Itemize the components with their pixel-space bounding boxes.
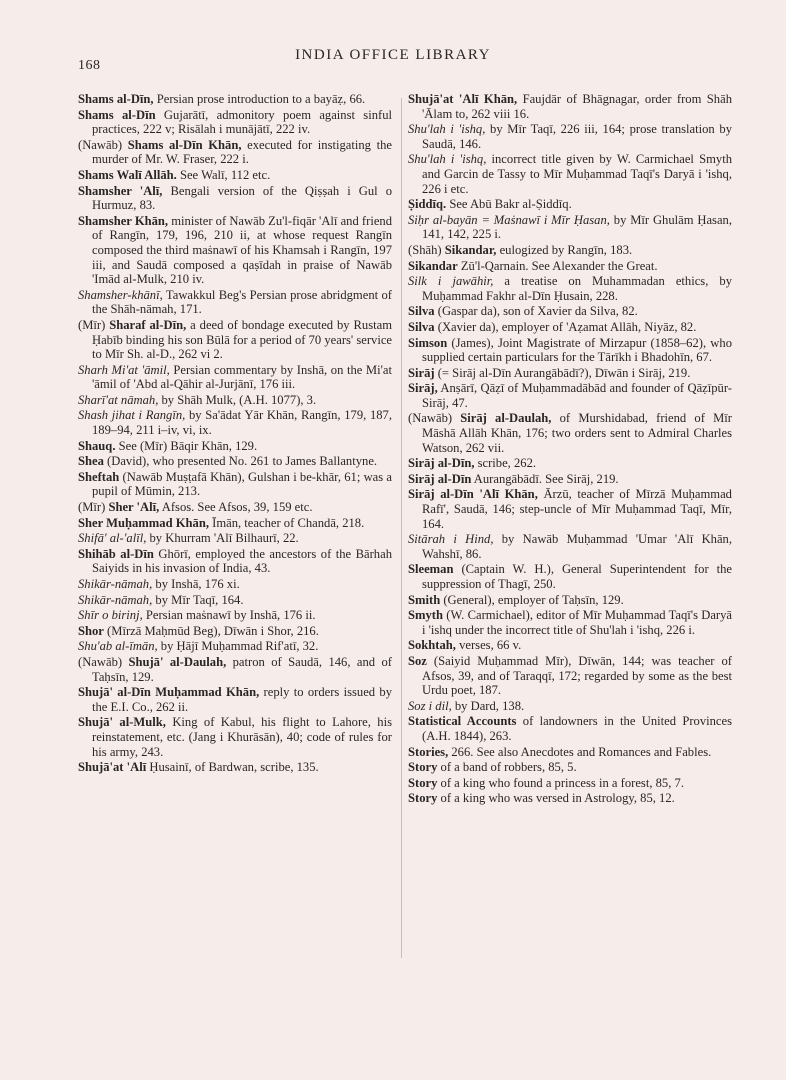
entry-text: reply to orders issued by the E.I. Co., 262 ii. (92, 685, 392, 714)
entry-prefix: (Nawāb) (78, 137, 128, 152)
entry-headword: Stories, (408, 744, 449, 759)
entry-text: a deed of bondage executed by Rustam Ḥabīb binding his son Būlā for a period of 70 years' service to Mīr Sh. al-D., 262 vi 2. (92, 317, 392, 362)
entry-text: (David), who presented No. 261 to James Ballantyne. (103, 454, 378, 469)
index-entry (408, 532, 732, 561)
entry-headword: Sher 'Alī, (108, 500, 160, 515)
entry-title: Sitārah i Hind, (408, 532, 494, 547)
index-entry (78, 92, 392, 107)
entry-text: of a king who found a princess in a forest, 85, 7. (437, 775, 684, 790)
entry-title: Sharh Mi'at 'āmil, (78, 362, 170, 377)
index-entry (78, 470, 392, 499)
entry-headword: Shamsher Khān, (78, 213, 169, 228)
index-entry (408, 197, 732, 212)
entry-text: (General), employer of Taḥsīn, 129. (440, 592, 624, 607)
entry-headword: Silva (408, 319, 435, 334)
entry-text: Ārzū, teacher of Mīrzā Muḥammad Rafī', Saudā, 146; step-uncle of Mīr Muḥammad Taqī, Mīr, 164. (422, 487, 732, 531)
entry-prefix: (Nawāb) (78, 654, 129, 669)
entry-title: Shash jihat i Rangīn, (78, 408, 186, 423)
entry-headword: Shams al-Dīn (78, 107, 156, 122)
entry-text: executed for instigating the murder of Mr. W. Fraser, 222 i. (92, 137, 392, 167)
entry-text: of a band of robbers, 85, 5. (437, 760, 577, 775)
entry-headword: Shujā' al-Dīn Muḥammad Khān, (78, 685, 260, 700)
entry-headword: Story (408, 760, 438, 775)
index-entry (408, 456, 732, 471)
entry-headword: Shihāb al-Dīn (78, 546, 154, 561)
index-entry (408, 472, 732, 487)
entry-headword: Statistical Accounts (408, 714, 517, 729)
entry-text: incorrect title given by W. Carmichael Smyth and Garcin de Tassy to Mīr Muḥammad Taqī's Daryā i 'ishq, 226 i etc. (422, 152, 732, 196)
entry-headword: Shams al-Dīn, (78, 92, 154, 106)
index-entry (78, 655, 392, 684)
index-entry (408, 608, 732, 637)
entry-text: a treatise on Muhammadan ethics, by Muḥammad Fakhr al-Dīn Ḥusain, 228. (422, 274, 732, 303)
entry-text: (Mīrzā Maḥmūd Beg), Dīwān i Shor, 216. (103, 623, 319, 638)
entry-headword: Shams Walī Allāh. (78, 167, 177, 182)
index-entry (408, 654, 732, 698)
entry-title: Shikār-nāmah, (78, 577, 153, 591)
index-entry (408, 243, 732, 258)
entry-text: Aurangābādī. See Sirāj, 219. (471, 471, 619, 486)
entry-headword: Shea (78, 454, 104, 469)
entry-headword: Sirāj al-Daulah, (460, 411, 552, 426)
entry-text: of a king who was versed in Astrology, 85, 12. (437, 791, 675, 806)
index-entry (78, 500, 392, 515)
entry-headword: Ṣiddīq. (408, 197, 447, 212)
entry-text: (Xavier da), employer of 'Aẓamat Allāh, Niyāz, 82. (434, 319, 697, 334)
index-entry (408, 638, 732, 653)
index-entry (78, 138, 392, 167)
entry-title: Shamsher-khānī, (78, 287, 163, 302)
entry-text: (Nawāb Muṣṭafā Khān), Gulshan i be-khār, 61; was a pupil of Mūmin, 213. (92, 469, 392, 499)
index-entry (78, 516, 392, 531)
entry-text: by Nawāb Muḥammad 'Umar 'Alī Khān, Wahshī, 86. (422, 532, 732, 561)
entry-headword: Sirāj (408, 365, 435, 380)
entry-headword: Sikandar, (444, 242, 497, 257)
entry-headword: Shujā'at 'Alī (78, 760, 147, 775)
index-entry (78, 715, 392, 759)
entry-prefix: (Mīr) (78, 317, 110, 332)
entry-text: Faujdār of Bhāgnagar, order from Shāh 'Ālam to, 262 viii 16. (422, 92, 732, 121)
entry-text: verses, 66 v. (455, 638, 522, 653)
entry-text: (W. Carmichael), editor of Mīr Muḥammad Taqī's Daryā i 'ishq under the incorrect title of Shu'lah i 'ishq, 226 i. (422, 608, 732, 637)
entry-title: Shu'lah i 'ishq, (408, 152, 487, 167)
entry-text: of landowners in the United Provinces (A.H. 1844), 263. (422, 714, 733, 743)
entry-title: Shifā' al-'alīl, (78, 531, 147, 546)
entry-headword: Shujā'at 'Alī Khān, (408, 92, 518, 106)
index-entry (78, 393, 392, 408)
entry-headword: Simson (408, 335, 448, 350)
entry-title: Shu'lah i 'ishq, (408, 122, 486, 137)
entry-text: Anṣārī, Qāẓī of Muḥammadābād and founder of Qāẓīpūr-Sirāj, 47. (422, 381, 732, 410)
entry-text: (Gaspar da), son of Xavier da Silva, 82. (434, 304, 638, 319)
entry-headword: Sharaf al-Dīn, (109, 317, 187, 332)
entry-headword: Smith (408, 592, 441, 607)
index-entry (408, 760, 732, 775)
entry-prefix: (Mīr) (78, 500, 109, 515)
entry-title: Shu'ab al-īmān, (78, 639, 158, 654)
index-entry (408, 320, 732, 335)
entry-text: Gujarātī, admonitory poem against sinful practices, 222 v; Risālah i munājātī, 222 iv. (92, 107, 392, 137)
entry-prefix: (Nawāb) (408, 411, 461, 426)
entry-text: Persian commentary by Inshā, on the Mi'at 'āmil of 'Abd al-Qāhir al-Jurjānī, 176 iii. (92, 362, 392, 392)
index-entry (408, 336, 732, 365)
index-entry (78, 318, 392, 362)
entry-text: (= Sirāj al-Dīn Aurangābādī?), Dīwān i Sirāj, 219. (434, 365, 691, 380)
entry-text: Afsos. See Afsos, 39, 159 etc. (159, 500, 313, 515)
index-entry (78, 454, 392, 469)
entry-headword: Sikandar (408, 258, 458, 273)
entry-headword: Shor (78, 623, 104, 638)
index-entry (408, 274, 732, 303)
index-entry (78, 760, 392, 775)
index-entry (408, 791, 732, 806)
index-entry (408, 259, 732, 274)
entry-headword: Shujā' al-Daulah, (128, 654, 227, 669)
entry-text: Ḥusainī, of Bardwan, scribe, 135. (146, 760, 319, 775)
entry-text: of Murshidabad, friend of Mīr Māshā Allāh Khān, 176; two orders sent to Admiral Charles Watson, 262 vii. (422, 411, 732, 455)
index-entry (408, 745, 732, 760)
entry-text: by Shāh Mulk, (A.H. 1077), 3. (158, 392, 317, 407)
entry-headword: Shamsher 'Alī, (78, 183, 163, 198)
index-entry (408, 304, 732, 319)
index-entry (408, 411, 732, 455)
index-entry (78, 608, 392, 623)
entry-text: by Mīr Taqī, 226 iii, 164; prose translation by Saudā, 146. (422, 122, 732, 151)
index-entry (78, 288, 392, 317)
entry-text: King of Kabul, his flight to Lahore, his reinstatement, etc. (Jang i Khurāsān), 40; code of rules for his army, 243. (92, 715, 392, 759)
page-number: 168 (78, 58, 101, 73)
index-entry (408, 714, 732, 743)
index-entry (408, 152, 732, 196)
entry-text: by Mīr Taqī, 164. (152, 592, 244, 607)
entry-headword: Shujā' al-Mulk, (78, 715, 166, 730)
index-entry (78, 639, 392, 654)
running-head: INDIA OFFICE LIBRARY (295, 47, 491, 63)
entry-title: Sharī'at nāmah, (78, 392, 159, 407)
entry-text: Persian maṡnawī by Inshā, 176 ii. (142, 608, 316, 623)
entry-prefix: (Shāh) (408, 242, 445, 257)
entry-text: Īmān, teacher of Chandā, 218. (208, 515, 365, 530)
index-entry (408, 381, 732, 410)
entry-headword: Smyth (408, 608, 443, 623)
index-entry (78, 214, 392, 287)
entry-text: 266. See also Anecdotes and Romances and Fables. (448, 744, 712, 759)
index-entry (78, 363, 392, 392)
entry-text: minister of Nawāb Zu'l-fiqār 'Alī and friend of Rangīn, 179, 196, 210 ii, at whose request Rangīn composed the third maṡnawī of his Khamsah i Rangīn, 197 iii, and Saudā composed a qaṣīdah in praise of Nawāb 'Imād al-Mulk, 210 iv. (92, 213, 392, 287)
index-entry (78, 593, 392, 608)
entry-text: Persian prose introduction to a bayāẓ, 66. (153, 92, 366, 106)
entry-headword: Story (408, 775, 438, 790)
entry-text: by Ḥājī Muḥammad Rif'atī, 32. (157, 639, 319, 654)
entry-headword: Sirāj al-Dīn (408, 471, 472, 486)
entry-text: Ghōrī, employed the ancestors of the Bārhah Saiyids in his invasion of India, 43. (92, 546, 392, 576)
column-divider (401, 98, 402, 958)
entry-title: Silk i jawāhir, (408, 274, 494, 289)
index-entry (78, 685, 392, 714)
index-entry (408, 776, 732, 791)
index-entry (408, 213, 732, 242)
entry-headword: Sheftah (78, 469, 120, 484)
entry-text: patron of Saudā, 146, and of Taḥsīn, 129. (92, 654, 392, 684)
index-entry (78, 184, 392, 213)
index-entry (78, 547, 392, 576)
index-entry (408, 366, 732, 381)
entry-text: by Inshā, 176 xi. (152, 577, 240, 591)
index-entry (408, 92, 732, 121)
index-entry (78, 624, 392, 639)
entry-headword: Silva (408, 304, 435, 319)
index-entry (408, 122, 732, 151)
entry-text: Tawakkul Beg's Persian prose abridgment of the Shāh-nāmah, 171. (92, 287, 392, 317)
entry-title: Soz i dil, (408, 698, 452, 713)
entry-text: by Dard, 138. (451, 698, 525, 713)
entry-headword: Sirāj al-Dīn 'Alī Khān, (408, 487, 538, 502)
entry-text: scribe, 262. (474, 456, 537, 471)
index-entry (408, 699, 732, 714)
entry-headword: Sirāj al-Dīn, (408, 456, 475, 471)
entry-text: by Sa'ādat Yār Khān, Rangīn, 179, 187, 189–94, 211 i–iv, vi, ix. (92, 408, 392, 438)
index-entry (408, 593, 732, 608)
entry-headword: Story (408, 791, 438, 806)
index-entry (78, 408, 392, 437)
entry-headword: Sirāj, (408, 381, 438, 396)
entry-headword: Sleeman (408, 562, 454, 577)
index-entry (408, 487, 732, 531)
entry-title: Siḥr al-bayān = Maṡnawī i Mīr Ḥasan, (408, 212, 610, 227)
entry-text: See (Mīr) Bāqir Khān, 129. (115, 438, 258, 453)
entry-title: Shikār-nāmah, (78, 592, 153, 607)
entry-headword: Sokhtah, (408, 638, 456, 653)
index-entry (78, 577, 392, 592)
entry-text: (Saiyid Muḥammad Mīr), Dīwān, 144; was teacher of Afsos, 39, and of Taraqqī, 172; regarded by some as the best Urdu poet, 187. (422, 653, 732, 698)
entry-text: (Captain W. H.), General Superintendent for the suppression of Thagī, 250. (422, 562, 732, 591)
entry-text: Bengali version of the Qiṣṣah i Gul o Hurmuz, 83. (92, 183, 392, 213)
index-entry (78, 108, 392, 137)
index-entry (78, 531, 392, 546)
entry-text: by Khurram 'Alī Bilhaurī, 22. (146, 531, 299, 546)
entry-text: See Walī, 112 etc. (176, 167, 271, 182)
entry-text: Zū'l-Qarnain. See Alexander the Great. (457, 258, 658, 273)
entry-text: (James), Joint Magistrate of Mirzapur (1858–62), who supplied certain particulars for the Tārīkh i Bhadohīn, 67. (422, 335, 732, 365)
right-column (408, 92, 732, 807)
index-entry (78, 439, 392, 454)
entry-headword: Soz (408, 653, 427, 668)
entry-headword: Sher Muḥammad Khān, (78, 515, 209, 530)
index-entry (78, 168, 392, 183)
entry-title: Shīr o birinj, (78, 608, 143, 623)
entry-headword: Shams al-Dīn Khān, (127, 137, 242, 152)
entry-text: by Mīr Ghulām Ḥasan, 141, 142, 225 i. (422, 212, 732, 242)
left-column (78, 92, 392, 776)
entry-text: See Abū Bakr al-Ṣiddīq. (446, 197, 572, 212)
entry-headword: Shauq. (78, 438, 116, 453)
index-entry (408, 562, 732, 591)
entry-text: eulogized by Rangīn, 183. (496, 242, 633, 257)
